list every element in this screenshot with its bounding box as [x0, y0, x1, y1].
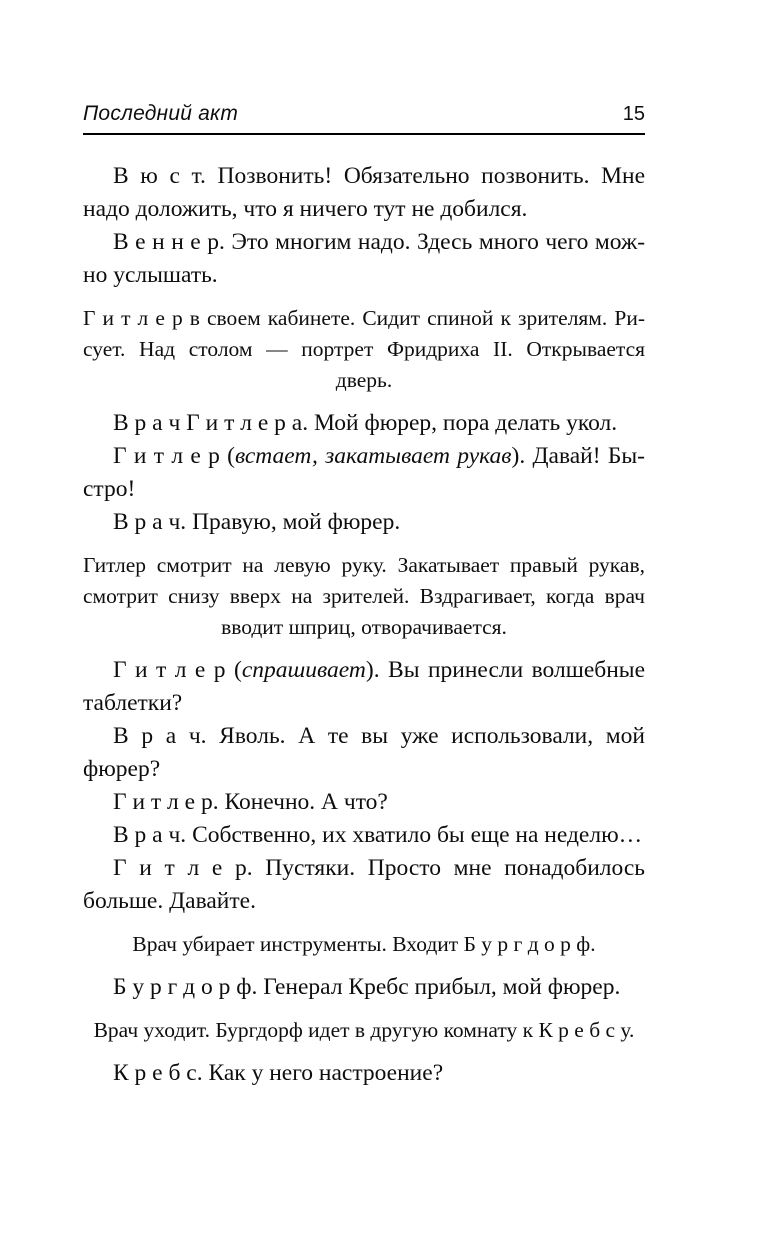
- dialogue-paragraph: [83, 407, 645, 440]
- dialogue-paragraph: [83, 852, 645, 918]
- text-run: Это многим надо. Здесь много чего можно услышать.: [83, 229, 646, 288]
- text-run: Гитлер смотрит на левую руку. Закатывает правый рукав, смотрит снизу вверх на зрителей. Вздрагивает, когда врач вводит шприц, отворачивается.: [83, 553, 645, 639]
- dialogue-paragraph: [83, 226, 645, 292]
- speaker-name: К р е б с у.: [538, 1018, 635, 1042]
- speaker-name: Г и т л е р.: [113, 789, 219, 815]
- speaker-name: Б у р г д о р ф.: [113, 974, 258, 1000]
- dialogue-paragraph: [83, 1057, 645, 1090]
- speaker-name: Г и т л е р.: [113, 855, 253, 881]
- text-run: ). Давай! Быстро!: [83, 443, 645, 502]
- text-run: в своем кабинете. Сидит спиной к зрителям. Рисует. Над столом — портрет Фридриха II. Открывается дверь.: [83, 306, 645, 392]
- stage-direction: [83, 929, 645, 960]
- stage-note-italic: встает, закатывает рукав: [234, 443, 512, 469]
- stage-direction: [83, 303, 645, 396]
- text-body: [83, 160, 645, 1090]
- text-run: (: [219, 443, 235, 469]
- speaker-name: Б у р г д о р ф.: [463, 932, 596, 956]
- text-run: (: [225, 657, 242, 683]
- speaker-name: Г и т л е р: [113, 443, 220, 469]
- running-title: Последний акт: [83, 102, 239, 125]
- text-run: Позвонить! Обязательно позвонить. Мне надо доложить, что я ничего тут не добился.: [83, 163, 646, 222]
- dialogue-paragraph: [83, 160, 645, 226]
- text-run: Яволь. А те вы уже использовали, мой фюрер?: [83, 723, 645, 782]
- text-run: Как у него настроение?: [202, 1060, 444, 1086]
- dialogue-paragraph: [83, 440, 645, 506]
- text-run: Пустяки. Просто мне понадобилось больше. Давайте.: [83, 855, 645, 914]
- dialogue-paragraph: [83, 654, 645, 720]
- text-column: [83, 102, 645, 1090]
- speaker-name: В р а ч Г и т л е р а.: [113, 410, 309, 436]
- text-run: Генерал Кребс прибыл, мой фюрер.: [257, 974, 621, 1000]
- speaker-name: Г и т л е р: [113, 657, 226, 683]
- text-run: Конечно. А что?: [218, 789, 388, 815]
- page-header: [83, 102, 645, 135]
- stage-direction: [83, 1015, 645, 1046]
- speaker-name: В р а ч.: [113, 723, 207, 749]
- text-run: Собственно, их хватило бы еще на неделю…: [186, 822, 643, 848]
- text-run: Врач убирает инструменты. Входит: [132, 932, 464, 956]
- speaker-name: В р а ч.: [113, 509, 187, 535]
- text-run: Врач уходит. Бургдорф идет в другую комнату к: [93, 1018, 539, 1042]
- dialogue-paragraph: [83, 819, 645, 852]
- dialogue-paragraph: [83, 720, 645, 786]
- text-run: Мой фюрер, пора делать укол.: [308, 410, 618, 436]
- stage-note-italic: спрашивает: [241, 657, 366, 683]
- stage-direction: [83, 550, 645, 643]
- speaker-name: К р е б с.: [113, 1060, 203, 1086]
- speaker-name: В р а ч.: [113, 822, 187, 848]
- speaker-name: В ю с т.: [113, 163, 206, 189]
- page-number: 15: [622, 103, 645, 125]
- text-run: ). Вы принесли волшебные таблетки?: [83, 657, 646, 716]
- speaker-name: В е н н е р.: [113, 229, 225, 255]
- dialogue-paragraph: [83, 506, 645, 539]
- dialogue-paragraph: [83, 786, 645, 819]
- text-run: Правую, мой фюрер.: [186, 509, 401, 535]
- speaker-name: Г и т л е р: [83, 306, 183, 330]
- dialogue-paragraph: [83, 971, 645, 1004]
